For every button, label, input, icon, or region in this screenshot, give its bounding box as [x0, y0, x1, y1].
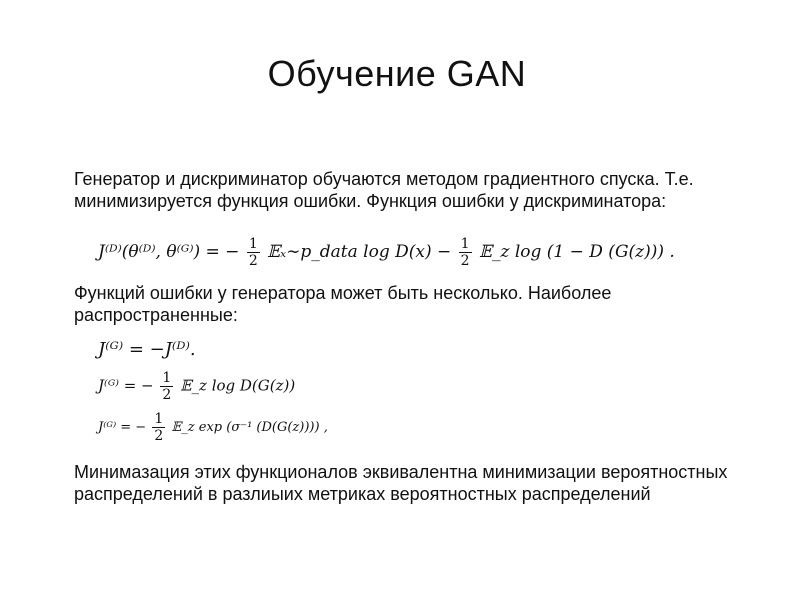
fraction-denominator: 2 [248, 253, 258, 269]
fraction-numerator: 1 [460, 236, 470, 252]
formula-generator-ml [98, 411, 328, 444]
formula-generator-minimax [98, 339, 196, 360]
formula-part: J⁽ᴳ⁾ = − [98, 420, 147, 435]
formula-discriminator-loss [98, 236, 675, 269]
fraction-numerator: 1 [162, 370, 172, 386]
fraction-numerator: 1 [248, 236, 258, 252]
formula-part: 𝔼_z log D(G(z)) [180, 376, 296, 395]
formula-part: J⁽ᴳ⁾ = −J⁽ᴰ⁾. [98, 339, 196, 360]
paragraph-generator: Функций ошибки у генератора может быть несколько. Наиболее распространенные: [74, 283, 612, 325]
formula-part: J⁽ᴳ⁾ = − [98, 376, 154, 395]
fraction [160, 370, 173, 403]
formula-part: J⁽ᴰ⁾(θ⁽ᴰ⁾, θ⁽ᴳ⁾) = − [98, 242, 240, 262]
paragraph-conclusion: Минимазация этих функционалов эквивалентна минимизации вероятностных распределений в разлиыих метриках вероятностных распределений [74, 462, 728, 504]
fraction [247, 236, 260, 269]
fraction-numerator: 1 [154, 411, 164, 427]
formula-part: 𝔼_z log (1 − D (G(z))) . [479, 242, 675, 262]
formula-part: 𝔼ₓ∼p_data log D(x) − [267, 242, 452, 262]
slide-title: Обучение GAN [267, 53, 527, 94]
fraction-denominator: 2 [460, 253, 470, 269]
fraction-denominator: 2 [162, 387, 172, 403]
formula-generator-heuristic [98, 370, 295, 403]
formula-part: 𝔼_z exp (σ⁻¹ (D(G(z)))) , [171, 420, 328, 435]
fraction [152, 411, 165, 444]
paragraph-discriminator: Генератор и дискриминатор обучаются методом градиентного спуска. Т.е. минимизируется функция ошибки. Функция ошибки у дискриминатора: [74, 169, 694, 211]
fraction [459, 236, 472, 269]
fraction-denominator: 2 [154, 428, 164, 444]
